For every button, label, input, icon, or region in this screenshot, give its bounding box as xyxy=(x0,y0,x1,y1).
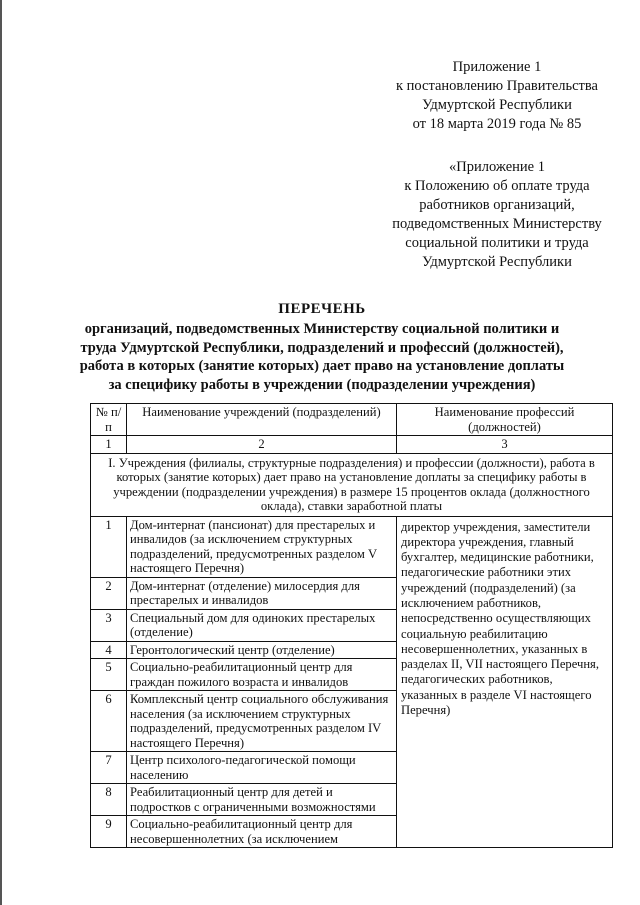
row-institution: Специальный дом для одиноких престарелых (отделение) xyxy=(127,609,397,641)
row-institution: Социально-реабилитационный центр для граждан пожилого возраста и инвалидов xyxy=(127,659,397,691)
document-subtitle-line: организаций, подведомственных Министерству социальной политики и xyxy=(84,321,560,337)
row-num: 9 xyxy=(91,816,127,848)
row-institution: Реабилитационный центр для детей и подростков с ограниченными возможностями xyxy=(127,784,397,816)
document-subtitle-line: работа в которых (занятие которых) дает право на установление доплаты xyxy=(79,358,565,374)
appendix-sub-line: подведомственных Министерству xyxy=(392,216,602,232)
appendix-sub-line: работников организаций, xyxy=(419,197,575,213)
row-institution: Центр психолого-педагогической помощи населению xyxy=(127,752,397,784)
document-subtitle-line: за специфику работы в учреждении (подразделении учреждения) xyxy=(108,376,536,393)
table-index-row xyxy=(91,436,613,454)
document-title: ПЕРЕЧЕНЬ xyxy=(278,301,366,317)
appendix-header-line: от 18 марта 2019 года № 85 xyxy=(412,116,582,132)
row-num: 7 xyxy=(91,752,127,784)
header-institution: Наименование учреждений (подразделений) xyxy=(127,404,397,436)
row-num: 8 xyxy=(91,784,127,816)
appendix-header xyxy=(362,58,632,134)
appendix-header-line: Удмуртской Республики xyxy=(422,97,572,113)
row-num: 5 xyxy=(91,659,127,691)
table-row xyxy=(91,516,613,577)
header-num: № п/п xyxy=(91,404,127,436)
document-heading xyxy=(62,298,582,394)
header-profession: Наименование профессий (должностей) xyxy=(397,404,613,436)
appendix-sub-line: социальной политики и труда xyxy=(405,235,589,251)
row-institution: Дом-интернат (отделение) милосердия для престарелых и инвалидов xyxy=(127,577,397,609)
table-header-row xyxy=(91,404,613,436)
organizations-table xyxy=(90,403,613,848)
index-cell: 1 xyxy=(91,436,127,454)
appendix-sub-line: «Приложение 1 xyxy=(449,159,545,175)
table-section-row xyxy=(91,453,613,516)
section-title: I. Учреждения (филиалы, структурные подразделения) и профессии (должности), работа в которых (занятие которых) дает право на установление доплаты за специфику работы в учреждении (подразделении учреждения) в размере 15 процентов оклада (должностного оклада), ставки заработной платы xyxy=(91,453,613,516)
document-subtitle-line: труда Удмуртской Республики, подразделений и профессий (должностей), xyxy=(80,339,564,356)
index-cell: 2 xyxy=(127,436,397,454)
appendix-sub-header xyxy=(357,158,637,272)
row-num: 2 xyxy=(91,577,127,609)
row-institution: Геронтологический центр (отделение) xyxy=(127,641,397,659)
row-num: 4 xyxy=(91,641,127,659)
row-profession: директор учреждения, заместители директора учреждения, главный бухгалтер, медицинские работники, педагогические работники этих учреждений (подразделений) (за исключением работников, непосредственно осуществляющих социальную реабилитацию несовершеннолетних, указанных в разделах II, VII настоящего Перечня, педагогических работников, указанных в разделе VI настоящего Перечня) xyxy=(397,516,613,848)
row-institution: Социально-реабилитационный центр для несовершеннолетних (за исключением xyxy=(127,816,397,848)
appendix-sub-line: Удмуртской Республики xyxy=(422,254,572,270)
row-num: 3 xyxy=(91,609,127,641)
row-num: 6 xyxy=(91,691,127,752)
row-institution: Комплексный центр социального обслуживания населения (за исключением структурных подразделений, предусмотренных разделом IV настоящего Перечня) xyxy=(127,691,397,752)
row-num: 1 xyxy=(91,516,127,577)
appendix-sub-line: к Положению об оплате труда xyxy=(404,178,590,194)
index-cell: 3 xyxy=(397,436,613,454)
appendix-header-line: Приложение 1 xyxy=(452,59,542,75)
appendix-header-line: к постановлению Правительства xyxy=(396,78,598,94)
row-institution: Дом-интернат (пансионат) для престарелых и инвалидов (за исключением структурных подразделений, предусмотренных разделом V настоящего Перечня) xyxy=(127,516,397,577)
